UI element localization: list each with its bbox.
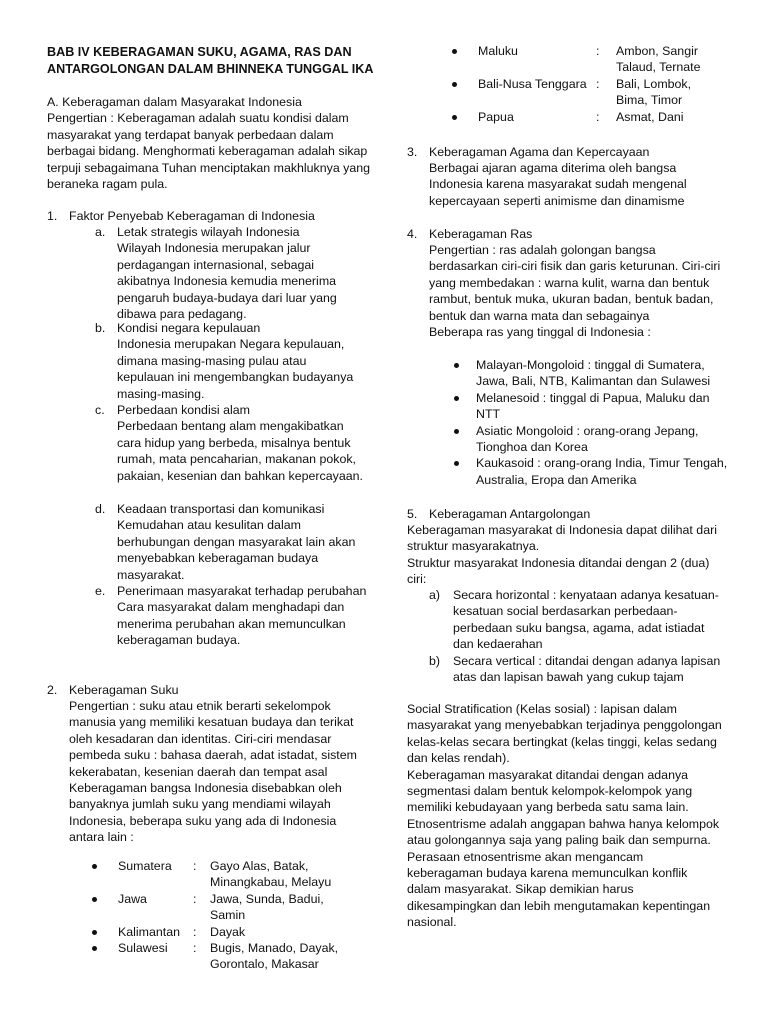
section-a — [47, 94, 377, 192]
section-3 — [407, 144, 722, 160]
section-5 — [407, 506, 722, 522]
list-item: Kalimantan : Dayak — [88, 924, 350, 940]
factor-item: a. Letak strategis wilayah Indonesia Wilayah Indonesia merupakan jalur perdagangan internasional, sebagai akibatnya Indonesia kemudia menerima pengaruh budaya-budaya dari luar yang dibawa para pedagang. — [95, 225, 337, 322]
section-4-number: 4. — [407, 227, 418, 241]
factor-item: e. Penerimaan masyarakat terhadap perubahan Cara masyarakat dalam menghadapi dan menerima perubahan akan memunculkan keberagaman budaya. — [95, 584, 367, 648]
factor-list — [95, 224, 367, 322]
list-item: Sumatera : Gayo Alas, Batak, Minangkabau, Melayu — [88, 858, 350, 891]
list-item: Bali-Nusa Tenggara : Bali, Lombok, Bima, Timor — [448, 76, 716, 109]
bullet-icon — [452, 82, 457, 87]
bullet-icon — [452, 115, 457, 120]
section-2-number: 2. — [47, 683, 58, 697]
section-5-items — [429, 587, 725, 685]
section-a-text: Pengertian : Keberagaman adalah suatu kondisi dalam masyarakat yang terdapat banyak perbedaan dalam berbagai bidang. Menghormati keberagaman adalah sikap terpuji sebagaimana Tuhan menciptakan makhluknya yang beraneka ragam pula. — [47, 111, 371, 192]
section-3-text: Berbagai ajaran agama diterima oleh bangsa Indonesia karena masyarakat sudah mengenal kepercayaan seperti animisme dan dinamisme — [429, 161, 687, 208]
section-4-text: Pengertian : ras adalah golongan bangsa berdasarkan ciri-ciri fisik dan garis keturunan. Ciri-ciri yang membedakan : warna kulit, warna dan bentuk rambut, bentuk muka, ukuran badan, bentuk badan, bentuk dan warna mata dan sebagainya Beberapa ras yang tinggal di Indonesia : — [429, 242, 724, 340]
list-item: Melanesoid : tinggal di Papua, Maluku dan NTT — [450, 390, 730, 423]
section-4-heading: Keberagaman Ras — [429, 227, 533, 241]
factor-item: b. Kondisi negara kepulauan Indonesia merupakan Negara kepulauan, dimana masing-masing pulau atau kepulauan ini mengembangkan budayanya masing-masing. — [95, 321, 354, 401]
section-2-heading: Keberagaman Suku — [69, 683, 179, 697]
list-item: Jawa : Jawa, Sunda, Badui, Samin — [88, 891, 350, 924]
bullet-icon — [454, 363, 459, 368]
list-item: Maluku : Ambon, Sangir Talaud, Ternate — [448, 43, 716, 76]
bullet-icon — [92, 930, 97, 935]
section-a-heading: A. Keberagaman dalam Masyarakat Indonesia — [47, 95, 302, 109]
section-1-number: 1. — [47, 209, 58, 223]
suku-list-right — [448, 43, 728, 125]
section-3-number: 3. — [407, 145, 418, 159]
list-item: Malayan-Mongoloid : tinggal di Sumatera, Jawa, Bali, NTB, Kalimantan dan Sulawesi — [450, 357, 730, 390]
chapter-title: BAB IV KEBERAGAMAN SUKU, AGAMA, RAS DAN ANTARGOLONGAN DALAM BHINNEKA TUNGGAL IKA — [47, 45, 374, 76]
section-1 — [47, 208, 367, 224]
bullet-icon — [454, 461, 459, 466]
factor-item: d. Keadaan transportasi dan komunikasi Kemudahan atau kesulitan dalam berhubungan dengan masyarakat lain akan menyebabkan keberagaman budaya masyarakat. — [95, 502, 356, 582]
list-item: Asiatic Mongoloid : orang-orang Jepang, Tionghoa dan Korea — [450, 423, 730, 456]
section-5-more-text: Social Stratification (Kelas sosial) : lapisan dalam masyarakat yang menyebabkan terjadinya penggolongan kelas-kelas secara bertingkat (kelas tinggi, kelas sedang dan kelas rendah). Keberagaman masyarakat ditandai dengan adanya segmentasi dalam bentuk kelompok-kelompok yang memiliki kebudayaan yang berbeda satu sama lain. Etnosentrisme adalah anggapan bahwa hanya kelompok atau golongannya saja yang paling baik dan sempurna. Perasaan etnosentrisme akan mengancam keberagaman budaya karena memunculkan konflik dalam masyarakat. Sikap demikian harus dikesampingkan dan lebih mengutamakan kepentingan nasional. — [407, 702, 722, 930]
bullet-icon — [92, 897, 97, 902]
bullet-icon — [92, 946, 97, 951]
race-list — [450, 357, 730, 488]
suku-list-left — [88, 858, 378, 973]
section-2 — [47, 682, 367, 698]
bullet-icon — [452, 49, 457, 54]
section-1-heading: Faktor Penyebab Keberagaman di Indonesia — [69, 209, 315, 223]
races-intro: Beberapa ras yang tinggal di Indonesia : — [429, 325, 651, 340]
list-item: b) Secara vertical : ditandai dengan adanya lapisan atas dan lapisan bawah yang cukup tajam — [429, 653, 721, 685]
factor-item: c. Perbedaan kondisi alam Perbedaan bentang alam mengakibatkan cara hidup yang berbeda, misalnya bentuk rumah, mata pencaharian, makanan pokok, pakaian, kesenian dan bahkan kepercayaan. — [95, 403, 363, 483]
section-5-number: 5. — [407, 507, 418, 521]
section-5-heading: Keberagaman Antargolongan — [429, 507, 591, 521]
bullet-icon — [454, 429, 459, 434]
list-item: Sulawesi : Bugis, Manado, Dayak, Gorontalo, Makasar — [88, 940, 350, 973]
bullet-icon — [454, 396, 459, 401]
section-2-text: Pengertian : suku atau etnik berarti sekelompok manusia yang memiliki kesatuan budaya dan terikat oleh kesadaran dan identitas. Ciri-ciri mendasar pembeda suku : bahasa daerah, adat istadat, sistem kekerabatan, kesenian daerah dan tempat asal Keberagaman bangsa Indonesia disebabkan oleh banyaknya jumlah suku yang mendiami wilayah Indonesia, beberapa suku yang ada di Indonesia antara lain : — [69, 699, 357, 845]
list-item: a) Secara horizontal : kenyataan adanya kesatuan-kesatuan social berdasarkan perbedaan-perbedaan suku bangsa, agama, adat istiadat dan kedaerahan — [429, 588, 719, 652]
bullet-icon — [92, 864, 97, 869]
list-item: Kaukasoid : orang-orang India, Timur Tengah, Australia, Eropa dan Amerika — [450, 455, 730, 488]
section-4 — [407, 226, 722, 242]
section-5-text: Keberagaman masyarakat di Indonesia dapat dilihat dari struktur masyarakatnya. Struktur masyarakat Indonesia ditandai dengan 2 (dua) ciri: — [407, 523, 717, 587]
section-3-heading: Keberagaman Agama dan Kepercayaan — [429, 145, 650, 159]
list-item: Papua : Asmat, Dani — [448, 109, 716, 125]
